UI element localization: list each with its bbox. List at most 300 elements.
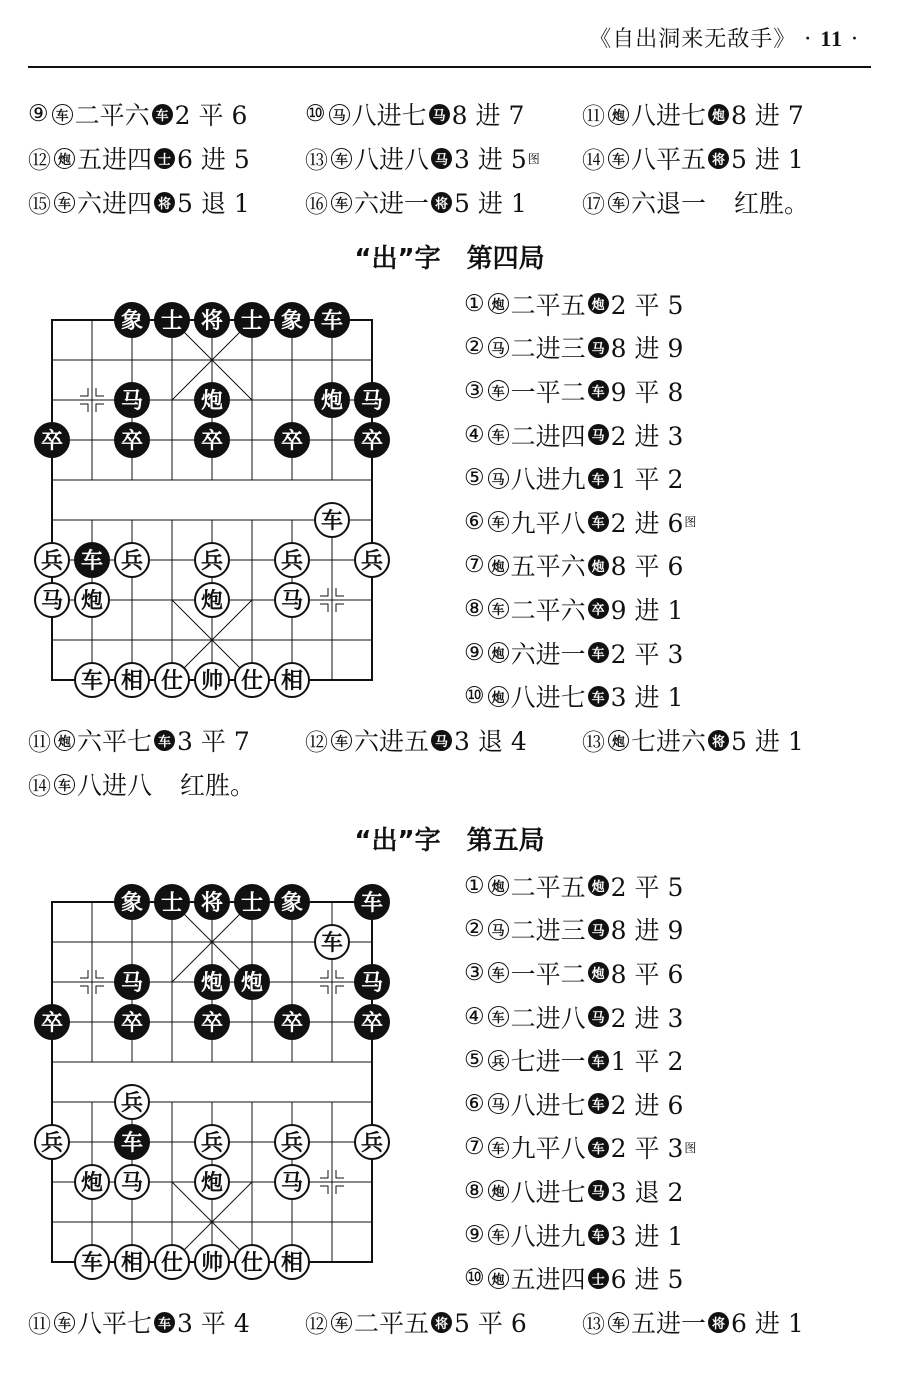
- piece-label: 象: [120, 309, 144, 334]
- position-mark: [320, 1186, 328, 1194]
- red-piece-icon: 车: [488, 424, 509, 445]
- red-piece-icon: 车: [331, 730, 352, 751]
- red-move-text: 八进八: [77, 771, 153, 800]
- move: [28, 722, 305, 758]
- piece-label: 卒: [360, 429, 384, 454]
- black-piece-icon: 马: [588, 919, 609, 940]
- move-number: ⑥: [464, 508, 485, 535]
- red-piece-icon: 车: [54, 1312, 75, 1333]
- move-row: [464, 674, 696, 718]
- position-mark: [320, 1170, 328, 1178]
- black-piece-icon: 车: [588, 1050, 609, 1071]
- move: [464, 1042, 683, 1078]
- red-piece-icon: 车: [608, 192, 629, 213]
- red-piece-icon: 马: [488, 337, 509, 358]
- move-row: [464, 1038, 696, 1082]
- red-move-text: 六进四: [77, 189, 153, 218]
- black-move-text: 3 进 5: [454, 145, 527, 174]
- black-piece-icon: 将: [154, 192, 175, 213]
- black-move-text: 3 退 2: [610, 1177, 684, 1207]
- move-number: ⑬: [582, 729, 605, 756]
- piece-label: 卒: [40, 1011, 64, 1036]
- red-piece-icon: 车: [488, 380, 509, 401]
- move-row: [464, 631, 696, 675]
- move: [582, 1304, 859, 1340]
- move-number: ⑯: [305, 191, 328, 218]
- red-piece-icon: 车: [608, 148, 629, 169]
- red-piece-icon: 车: [488, 1137, 509, 1158]
- black-move-text: 2 平 3: [610, 639, 684, 669]
- position-mark: [96, 388, 104, 396]
- black-piece-icon: 马: [588, 1180, 609, 1201]
- red-move-text: 八进九: [510, 465, 586, 495]
- move-number: ⑮: [28, 191, 51, 218]
- position-mark: [336, 1170, 344, 1178]
- piece-label: 兵: [40, 1131, 64, 1156]
- move-number: ⑦: [464, 1134, 485, 1161]
- piece-label: 车: [320, 309, 344, 334]
- red-move-text: 六退一: [631, 189, 707, 218]
- piece-label: 马: [120, 971, 144, 996]
- red-move-text: 七进一: [510, 1047, 586, 1077]
- black-move-text: 8 平 6: [610, 959, 684, 989]
- piece-label: 将: [200, 309, 224, 334]
- black-move-text: 5 进 1: [731, 145, 804, 174]
- move-row: [464, 456, 696, 500]
- move-row: [464, 1256, 696, 1300]
- position-mark: [96, 970, 104, 978]
- red-move-text: 一平二: [510, 959, 586, 989]
- black-move-text: 2 平 5: [610, 290, 684, 320]
- piece-label: 相: [120, 1251, 144, 1276]
- red-piece-icon: 车: [331, 148, 352, 169]
- black-move-text: 8 平 6: [610, 552, 684, 582]
- piece-label: 马: [40, 589, 64, 614]
- black-piece-icon: 将: [708, 730, 729, 751]
- red-piece-icon: 车: [608, 1312, 629, 1333]
- position-mark: [96, 986, 104, 994]
- red-move-text: 八进七: [510, 1177, 586, 1207]
- red-move-text: 五平六: [510, 552, 586, 582]
- position-mark: [336, 588, 344, 596]
- move-row: [28, 720, 878, 760]
- black-piece-icon: 炮: [588, 875, 609, 896]
- move-row: [464, 500, 696, 544]
- move-number: ⑭: [28, 773, 51, 800]
- page-number: 11: [820, 26, 843, 51]
- red-move-text: 二平五: [510, 872, 586, 902]
- piece-label: 象: [120, 891, 144, 916]
- move-row: [464, 908, 696, 952]
- position-mark: [320, 970, 328, 978]
- red-move-text: 二平六: [74, 101, 150, 130]
- diagram-mark: 图: [684, 1140, 697, 1155]
- piece-label: 车: [80, 1251, 104, 1276]
- piece-label: 帅: [200, 669, 224, 694]
- red-piece-icon: 炮: [488, 293, 509, 314]
- piece-label: 马: [360, 389, 384, 414]
- piece-label: 兵: [200, 549, 224, 574]
- piece-label: 兵: [360, 549, 384, 574]
- black-move-text: 5 退 1: [177, 189, 250, 218]
- red-move-text: 二平六: [510, 595, 586, 625]
- piece-label: 兵: [200, 1131, 224, 1156]
- move: [464, 460, 683, 496]
- move-row: [28, 94, 878, 134]
- move-row: [464, 1126, 696, 1170]
- black-move-text: 8 进 9: [610, 916, 684, 946]
- position-mark: [336, 604, 344, 612]
- red-move-text: 二平五: [354, 1309, 430, 1338]
- piece-label: 兵: [120, 549, 144, 574]
- red-move-text: 八进七: [631, 101, 707, 130]
- red-move-text: 二进八: [510, 1003, 586, 1033]
- move-number: ⑪: [582, 103, 605, 130]
- move-row: [464, 864, 696, 908]
- black-move-text: 2 进 3: [610, 421, 684, 451]
- black-piece-icon: 马: [588, 1006, 609, 1027]
- red-piece-icon: 车: [488, 511, 509, 532]
- move: [305, 184, 582, 220]
- black-move-text: 6 进 5: [610, 1265, 684, 1295]
- move-number: ③: [464, 959, 485, 986]
- piece-label: 相: [280, 1251, 304, 1276]
- black-move-text: 2 进 6: [610, 1090, 684, 1120]
- piece-label: 炮: [240, 971, 264, 996]
- piece-label: 兵: [40, 549, 64, 574]
- section-title-game5: “出”字 第五局: [354, 826, 545, 856]
- move-number: ⑪: [28, 1311, 51, 1338]
- move-row: [464, 326, 696, 370]
- red-move-text: 八进七: [510, 683, 586, 713]
- move-number: ⑧: [464, 1177, 485, 1204]
- red-piece-icon: 车: [52, 104, 73, 125]
- red-piece-icon: 车: [331, 192, 352, 213]
- piece-label: 相: [280, 669, 304, 694]
- red-piece-icon: 车: [54, 774, 75, 795]
- red-move-text: 二进三: [510, 334, 586, 364]
- move: [582, 722, 859, 758]
- move-number: ⑨: [464, 1221, 485, 1248]
- position-mark: [320, 604, 328, 612]
- red-move-text: 六进一: [510, 639, 586, 669]
- move: [464, 911, 683, 947]
- piece-label: 象: [280, 309, 304, 334]
- move-number: ⑬: [305, 147, 328, 174]
- black-piece-icon: 将: [431, 192, 452, 213]
- black-piece-icon: 车: [154, 730, 175, 751]
- move: [305, 722, 582, 758]
- black-piece-icon: 车: [588, 468, 609, 489]
- red-piece-icon: 车: [488, 962, 509, 983]
- piece-label: 炮: [200, 589, 224, 614]
- piece-label: 象: [280, 891, 304, 916]
- book-title: 《自出洞来无敌手》: [589, 27, 797, 52]
- piece-label: 车: [80, 549, 104, 574]
- position-mark: [80, 404, 88, 412]
- move: [464, 1129, 696, 1165]
- red-piece-icon: 车: [54, 192, 75, 213]
- black-piece-icon: 车: [154, 1312, 175, 1333]
- red-move-text: 一平二: [510, 377, 586, 407]
- black-move-text: 6 进 5: [177, 145, 250, 174]
- piece-label: 车: [80, 669, 104, 694]
- piece-label: 车: [120, 1131, 144, 1156]
- move: [464, 999, 683, 1035]
- black-move-text: 2 进 6: [610, 508, 684, 538]
- red-move-text: 六平七: [77, 727, 153, 756]
- move-number: ⑪: [28, 729, 51, 756]
- black-move-text: 6 进 1: [731, 1309, 804, 1338]
- piece-label: 马: [360, 971, 384, 996]
- red-piece-icon: 马: [488, 468, 509, 489]
- move-number: ⑨: [464, 639, 485, 666]
- piece-label: 车: [360, 891, 384, 916]
- red-piece-icon: 炮: [488, 1268, 509, 1289]
- diagram-mark: 图: [684, 515, 697, 530]
- position-mark: [80, 986, 88, 994]
- red-move-text: 二平五: [510, 290, 586, 320]
- black-move-text: 3 平 4: [177, 1309, 250, 1338]
- black-move-text: 9 平 8: [610, 377, 684, 407]
- black-piece-icon: 车: [588, 380, 609, 401]
- black-move-text: 3 退 4: [454, 727, 527, 756]
- piece-label: 仕: [160, 1251, 184, 1276]
- position-mark: [336, 1186, 344, 1194]
- black-piece-icon: 马: [588, 424, 609, 445]
- black-piece-icon: 将: [708, 148, 729, 169]
- move: [28, 96, 305, 132]
- black-piece-icon: 将: [708, 1312, 729, 1333]
- piece-label: 士: [240, 891, 264, 916]
- move: [464, 591, 683, 627]
- red-piece-icon: 炮: [608, 730, 629, 751]
- move-row: [28, 182, 878, 222]
- piece-label: 仕: [240, 669, 264, 694]
- red-piece-icon: 炮: [608, 104, 629, 125]
- red-move-text: 七进六: [631, 727, 707, 756]
- header-rule: [28, 66, 871, 68]
- piece-label: 卒: [200, 429, 224, 454]
- red-move-text: 五进四: [510, 1265, 586, 1295]
- red-move-text: 二进三: [510, 916, 586, 946]
- black-piece-icon: 车: [588, 642, 609, 663]
- piece-label: 兵: [120, 1091, 144, 1116]
- red-move-text: 六进五: [354, 727, 430, 756]
- piece-label: 帅: [200, 1251, 224, 1276]
- piece-label: 马: [280, 589, 304, 614]
- move: [464, 417, 683, 453]
- red-piece-icon: 车: [488, 598, 509, 619]
- move-number: ②: [464, 334, 485, 361]
- move-number: ⑩: [305, 101, 326, 127]
- move: [464, 329, 683, 365]
- move: [464, 635, 683, 671]
- move-number: ⑫: [305, 729, 328, 756]
- red-move-text: 八平五: [631, 145, 707, 174]
- black-move-text: 2 平 6: [174, 101, 248, 130]
- black-piece-icon: 卒: [588, 598, 609, 619]
- black-piece-icon: 士: [588, 1268, 609, 1289]
- red-piece-icon: 马: [488, 1093, 509, 1114]
- move-number: ⑤: [464, 1047, 485, 1074]
- move: [582, 140, 859, 176]
- black-move-text: 2 平 3: [610, 1134, 684, 1164]
- black-piece-icon: 车: [588, 1093, 609, 1114]
- move-number: ⑭: [582, 147, 605, 174]
- black-move-text: 8 进 9: [610, 334, 684, 364]
- move: [305, 140, 582, 176]
- piece-label: 炮: [200, 389, 224, 414]
- position-mark: [96, 404, 104, 412]
- black-piece-icon: 车: [588, 1224, 609, 1245]
- red-piece-icon: 车: [488, 1006, 509, 1027]
- piece-label: 炮: [320, 389, 344, 414]
- move: [464, 1086, 683, 1122]
- red-move-text: 八平七: [77, 1309, 153, 1338]
- move-number: ⑧: [464, 595, 485, 622]
- piece-label: 仕: [160, 669, 184, 694]
- red-move-text: 八进七: [510, 1090, 586, 1120]
- move-number: ⑨: [28, 101, 49, 127]
- black-move-text: 3 进 1: [610, 683, 684, 713]
- black-move-text: 1 平 2: [610, 1047, 684, 1077]
- red-piece-icon: 炮: [488, 555, 509, 576]
- diagram-mark: 图: [527, 151, 540, 166]
- move-row: [464, 544, 696, 588]
- red-move-text: 五进一: [631, 1309, 707, 1338]
- move-row: [464, 587, 696, 631]
- black-piece-icon: 炮: [708, 104, 729, 125]
- side-move-list-game5: [464, 864, 696, 1300]
- side-move-list-game4: [464, 282, 696, 718]
- move: [305, 96, 582, 132]
- black-piece-icon: 车: [152, 104, 173, 125]
- move: [582, 184, 859, 220]
- piece-label: 将: [200, 891, 224, 916]
- move: [464, 373, 683, 409]
- black-move-text: 3 进 1: [610, 1221, 684, 1251]
- piece-label: 士: [160, 891, 184, 916]
- position-mark: [80, 388, 88, 396]
- move: [464, 547, 683, 583]
- section-title-game4: “出”字 第四局: [354, 244, 545, 274]
- piece-label: 兵: [360, 1131, 384, 1156]
- red-move-text: 五进四: [77, 145, 153, 174]
- red-piece-icon: 炮: [488, 1180, 509, 1201]
- move-row: [464, 1213, 696, 1257]
- red-move-text: 九平八: [510, 1134, 586, 1164]
- running-header: 《自出洞来无敌手》 · 11 ·: [589, 26, 859, 52]
- black-move-text: 5 平 6: [454, 1309, 527, 1338]
- position-mark: [336, 986, 344, 994]
- move-number: ⑬: [582, 1311, 605, 1338]
- red-move-text: 二进四: [510, 421, 586, 451]
- move: [464, 868, 683, 904]
- red-piece-icon: 炮: [488, 686, 509, 707]
- move-number: ⑤: [464, 465, 485, 492]
- move: [305, 1304, 582, 1340]
- move-row: [464, 1169, 696, 1213]
- piece-label: 卒: [280, 429, 304, 454]
- piece-label: 马: [120, 389, 144, 414]
- move-row: [464, 951, 696, 995]
- chess-board-game5: [30, 882, 410, 1282]
- red-piece-icon: 炮: [54, 730, 75, 751]
- black-move-text: 8 进 7: [451, 101, 525, 130]
- black-move-text: 2 平 5: [610, 872, 684, 902]
- black-piece-icon: 炮: [588, 962, 609, 983]
- piece-label: 马: [120, 1171, 144, 1196]
- move-row: [464, 1082, 696, 1126]
- move-number: ⑰: [582, 191, 605, 218]
- move-number: ⑩: [464, 1265, 485, 1292]
- move: [28, 184, 305, 220]
- red-move-text: 六进一: [354, 189, 430, 218]
- black-piece-icon: 士: [154, 148, 175, 169]
- move: [28, 140, 305, 176]
- red-piece-icon: 兵: [488, 1050, 509, 1071]
- red-piece-icon: 马: [488, 919, 509, 940]
- red-move-text: 八进九: [510, 1221, 586, 1251]
- move: [582, 96, 859, 132]
- black-piece-icon: 马: [431, 730, 452, 751]
- move: [28, 1304, 305, 1340]
- move-number: ②: [464, 916, 485, 943]
- piece-label: 兵: [280, 1131, 304, 1156]
- move-row: [28, 764, 878, 804]
- piece-label: 炮: [200, 971, 224, 996]
- move: [464, 1217, 683, 1253]
- black-move-text: 9 进 1: [610, 595, 684, 625]
- piece-label: 卒: [360, 1011, 384, 1036]
- move-row: [464, 369, 696, 413]
- move: [464, 504, 696, 540]
- move: [464, 678, 683, 714]
- red-piece-icon: 车: [488, 1224, 509, 1245]
- move-number: ⑫: [305, 1311, 328, 1338]
- red-move-text: 八进八: [354, 145, 430, 174]
- move: [464, 1173, 683, 1209]
- move-number: ⑥: [464, 1090, 485, 1117]
- move-number: ④: [464, 1003, 485, 1030]
- position-mark: [320, 986, 328, 994]
- red-piece-icon: 炮: [54, 148, 75, 169]
- black-piece-icon: 将: [431, 1312, 452, 1333]
- move-row: [464, 413, 696, 457]
- move-number: ⑩: [464, 683, 485, 710]
- piece-label: 相: [120, 669, 144, 694]
- piece-label: 士: [240, 309, 264, 334]
- black-move-text: 2 进 3: [610, 1003, 684, 1033]
- move-number: ⑦: [464, 552, 485, 579]
- black-move-text: 1 平 2: [610, 465, 684, 495]
- black-move-text: 5 进 1: [454, 189, 527, 218]
- black-move-text: 5 进 1: [731, 727, 804, 756]
- move: [464, 286, 683, 322]
- piece-label: 炮: [80, 589, 104, 614]
- move-number: ①: [464, 290, 485, 317]
- black-piece-icon: 炮: [588, 293, 609, 314]
- red-piece-icon: 马: [329, 104, 350, 125]
- piece-label: 兵: [280, 549, 304, 574]
- position-mark: [80, 970, 88, 978]
- piece-label: 卒: [200, 1011, 224, 1036]
- black-piece-icon: 车: [588, 1137, 609, 1158]
- chess-board-game4: [30, 300, 410, 700]
- result-text: 红胜。: [734, 189, 810, 218]
- move-number: ①: [464, 872, 485, 899]
